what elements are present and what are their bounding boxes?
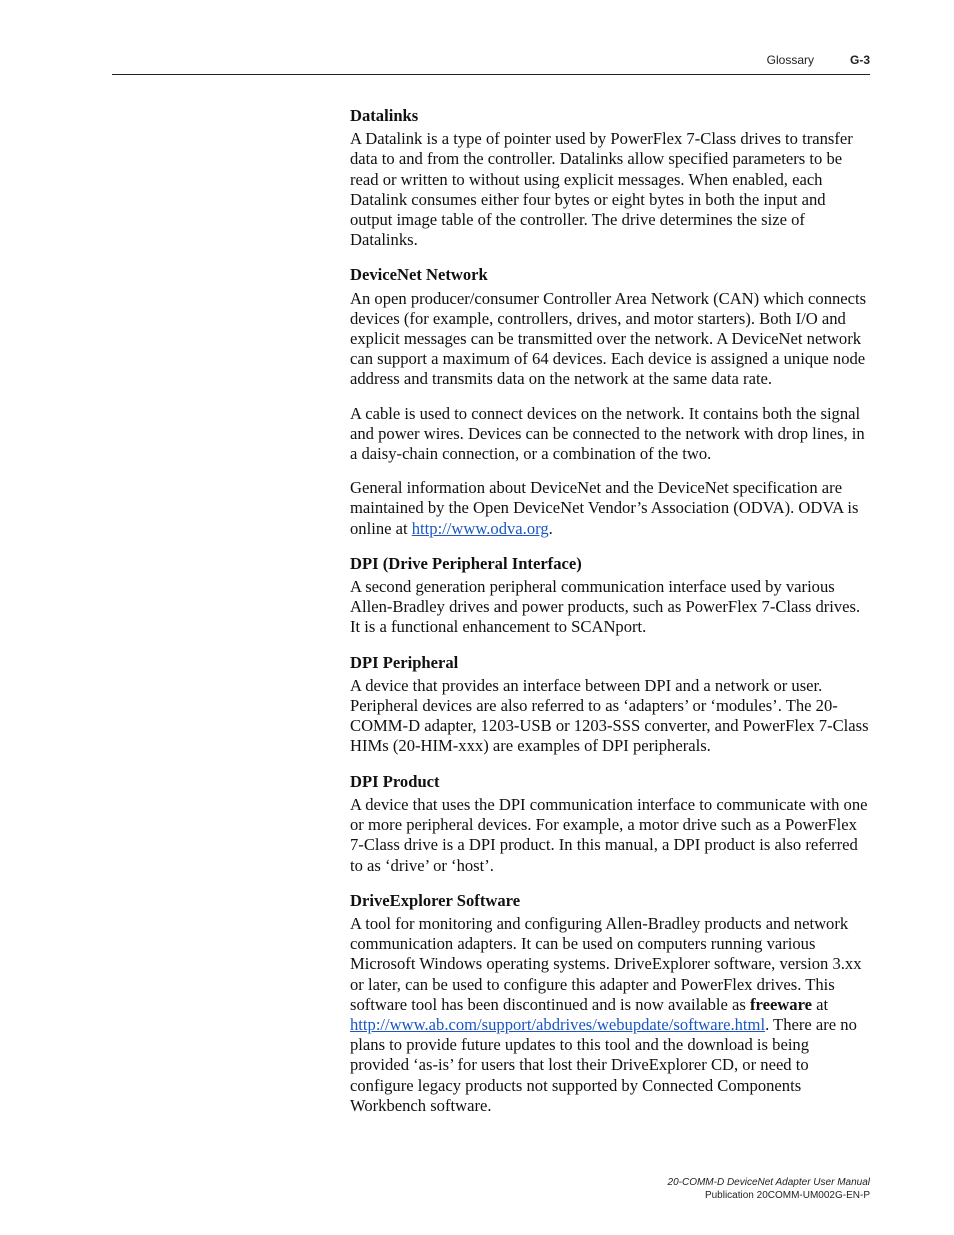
driveexplorer-text-3: . There are no plans to provide future updates to this tool and the download is being provided ‘as-is’ for users that lost their DriveExplorer CD, or need to configure legacy products not supported by Connected Components Workbench software. <box>350 1014 857 1115</box>
freeware-emphasis: freeware <box>749 994 813 1014</box>
page-header <box>112 50 870 75</box>
glossary-content <box>350 106 872 1131</box>
glossary-entry-dpi-product <box>350 772 872 876</box>
driveexplorer-text-2: at <box>812 994 829 1014</box>
glossary-term: DPI Peripheral <box>350 652 459 672</box>
header-page-number: G-3 <box>849 53 870 67</box>
page-footer <box>668 1176 870 1202</box>
glossary-definition: A device that provides an interface between DPI and a network or user. Peripheral devices are also referred to as ‘adapters’ or ‘modules’. The 20-COMM-D adapter, 1203-USB or 1203-SSS converter, and PowerFlex 7-Class HIMs (20-HIM-xxx) are examples of DPI peripherals. <box>350 675 869 756</box>
glossary-definition: A cable is used to connect devices on the network. It contains both the signal and power wires. Devices can be connected to the network with drop lines, in a daisy-chain connection, or a combination of the two. <box>350 403 865 464</box>
glossary-term: DPI Product <box>350 771 440 791</box>
glossary-term: DPI (Drive Peripheral Interface) <box>350 553 582 573</box>
glossary-definition-driveexplorer <box>350 914 872 1116</box>
glossary-term: DriveExplorer Software <box>350 890 521 910</box>
driveexplorer-download-link[interactable]: http://www.ab.com/support/abdrives/webupdate/software.html <box>350 1014 766 1034</box>
glossary-definition: A Datalink is a type of pointer used by PowerFlex 7-Class drives to transfer data to and from the controller. Datalinks allow specified parameters to be read or written to without using explicit messages. When enabled, each Datalink consumes either four bytes or eight bytes in both the input and output image table of the controller. The drive determines the size of Datalinks. <box>350 129 853 250</box>
odva-text-before: General information about DeviceNet and the DeviceNet specification are maintained by the Open DeviceNet Vendor’s Association (ODVA). ODVA is online at <box>350 478 859 538</box>
glossary-entry-dpi-peripheral <box>350 653 872 757</box>
footer-publication-number: Publication 20COMM-UM002G-EN-P <box>704 1190 870 1201</box>
glossary-definition: A second generation peripheral communication interface used by various Allen-Bradley drives and power products, such as PowerFlex 7-Class drives. It is a functional enhancement to SCANport. <box>350 577 861 637</box>
glossary-term: Datalinks <box>350 106 419 125</box>
footer-manual-title: 20-COMM-D DeviceNet Adapter User Manual <box>667 1177 870 1188</box>
glossary-definition-odva <box>350 478 872 539</box>
header-section-title: Glossary <box>766 53 814 67</box>
odva-link[interactable]: http://www.odva.org <box>411 518 549 538</box>
glossary-entry-dpi <box>350 554 872 638</box>
driveexplorer-text-1: A tool for monitoring and configuring Allen-Bradley products and network communication adapters. It can be used on computers running various Microsoft Windows operating systems. DriveExplorer software, version 3.xx or later, can be used to configure this adapter and PowerFlex drives. This software tool has been discontinued and is now available as <box>350 913 862 1014</box>
glossary-term: DeviceNet Network <box>350 265 488 285</box>
glossary-entry-driveexplorer <box>350 891 872 1116</box>
glossary-definition: A device that uses the DPI communication interface to communicate with one or more peripheral devices. For example, a motor drive such as a PowerFlex 7-Class drive is a DPI product. In this manual, a DPI product is also referred to as ‘drive’ or ‘host’. <box>350 794 868 875</box>
glossary-entry-datalinks <box>350 106 872 250</box>
odva-text-after: . <box>548 518 553 538</box>
glossary-definition: An open producer/consumer Controller Area Network (CAN) which connects devices (for example, controllers, drives, and motor starters). Both I/O and explicit messages can be transmitted over the network. A DeviceNet network can support a maximum of 64 devices. Each device is assigned a unique node address and transmits data on the network at the same data rate. <box>350 288 867 389</box>
glossary-entry-devicenet-network <box>350 265 872 538</box>
